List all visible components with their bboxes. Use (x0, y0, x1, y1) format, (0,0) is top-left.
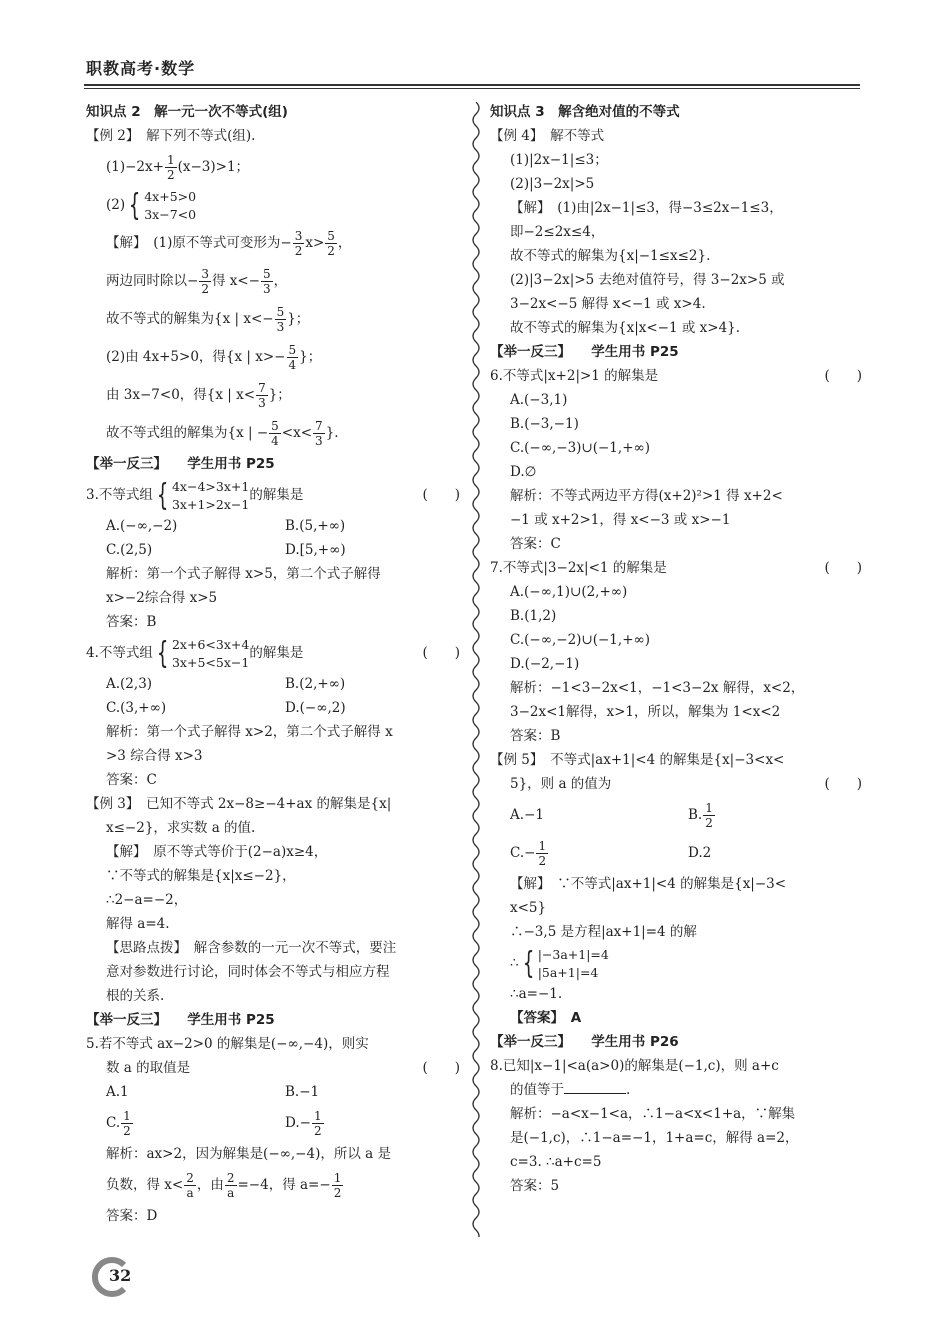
question-3: 3.不等式组 { 4x−4>3x+1 3x+1>2x−1 的解集是 ( ) (86, 477, 460, 513)
question-8-analysis-cont-2: c=3. ∴a+c=5 (510, 1154, 602, 1170)
question-6-answer: 答案：C (510, 536, 561, 552)
example-5-options-row-1: A.−1 B. $\frac{1}{2}$ (510, 801, 713, 830)
question-6-option-d: D.∅ (510, 464, 537, 480)
thinking-tip-cont: 意对参数进行讨论，同时体会不等式与相应方程 (106, 964, 390, 980)
practice-heading-3: 【举一反三】 学生用书 P25 (490, 344, 679, 360)
example-5-solution-2: ∴−3,5 是方程|ax+1|=4 的解 (510, 924, 697, 940)
answer-paren: ( ) (422, 1060, 460, 1076)
example-4-part-2: (2)|3−2x|>5 (510, 176, 595, 192)
answer-paren: ( ) (422, 487, 460, 503)
question-3-analysis: 解析：第一个式子解得 x>5，第二个式子解得 (106, 566, 381, 582)
left-column (86, 100, 464, 1228)
question-6-analysis-cont: −1 或 x+2>1，得 x<−3 或 x>−1 (510, 512, 731, 528)
question-7: 7.不等式|3−2x|<1 的解集是 ( ) (490, 556, 866, 580)
example-3-solution-1: 【解】 原不等式等价于(2−a)x≥4， (106, 844, 328, 860)
question-7-option-c: C.(−∞,−2)∪(−1,+∞) (510, 632, 651, 648)
question-5: 5.若不等式 ax−2>0 的解集是(−∞,−4)，则实 (86, 1036, 369, 1052)
example-2-part-2: (2) { 4x+5>0 3x−7<0 (106, 187, 197, 223)
example-5-solution-system: ∴ { |−3a+1|=4 |5a+1|=4 (510, 945, 609, 981)
example-3-solution-3: ∴2−a=−2， (106, 892, 188, 908)
answer-blank (564, 1079, 626, 1094)
practice-heading-2: 【举一反三】 学生用书 P25 (86, 1012, 275, 1028)
solution-line-1: 【解】 (1)原不等式可变形为− $\frac{3}{2}$ x> $\frac{5}{2}$ ， (106, 229, 352, 258)
answer-paren: ( ) (824, 560, 862, 576)
example-3: 【例 3】 已知不等式 2x−8≥−4+ax 的解集是{x| (86, 796, 392, 812)
example-3-solution-4: 解得 a=4. (106, 916, 170, 932)
example-4-solution-5: 3−2x<−5 解得 x<−1 或 x>4. (510, 296, 706, 312)
question-7-option-a: A.(−∞,1)∪(2,+∞) (510, 584, 628, 600)
example-5: 【例 5】 不等式|ax+1|<4 的解集是{x|−3<x< (490, 752, 785, 768)
example-2-title: 【例 2】 解下列不等式(组). (86, 128, 256, 144)
header-rule (84, 84, 860, 86)
example-5-solution-1-cont: x<5} (510, 900, 547, 916)
answer-paren: ( ) (422, 645, 460, 661)
question-8-analysis-cont: 是(−1,c)，∴1−a=−1，1+a=c，解得 a=2， (510, 1130, 799, 1146)
example-4-solution-6: 故不等式的解集为{x|x<−1 或 x>4}. (510, 320, 741, 336)
question-8: 8.已知|x−1|<a(a>0)的解集是(−1,c)，则 a+c (490, 1058, 779, 1074)
question-5-options-row-2: C. $\frac{1}{2}$ D.− $\frac{1}{2}$ (106, 1109, 322, 1138)
question-4-answer: 答案：C (106, 772, 157, 788)
example-5-options-row-2: C.− $\frac{1}{2}$ D.2 (510, 839, 712, 868)
question-3-options-row-1: A.(−∞,−2) B.(5,+∞) (106, 518, 346, 534)
question-6-option-a: A.(−3,1) (510, 392, 568, 408)
solution-line-2: 两边同时除以− $\frac{3}{2}$ 得 x<− $\frac{5}{3}$ ， (106, 267, 288, 296)
question-5-cont: 数 a 的取值是 ( ) (86, 1056, 464, 1080)
question-5-options-row-1: A.1 B.−1 (106, 1084, 320, 1100)
question-8-analysis: 解析：−a<x−1<a，∴1−a<x<1+a，∵解集 (510, 1106, 796, 1122)
question-3-options-row-2: C.(2,5) D.[5,+∞) (106, 542, 346, 558)
example-5-solution-1: 【解】 ∵不等式|ax+1|<4 的解集是{x|−3< (510, 876, 787, 892)
answer-paren: ( ) (824, 368, 862, 384)
question-5-analysis-cont: 负数，得 x< $\frac{2}{a}$ ，由 $\frac{2}{a}$ =−4，得 a=− $\frac{1}{2}$ (106, 1171, 342, 1200)
question-4-analysis: 解析：第一个式子解得 x>2，第二个式子解得 x (106, 724, 393, 740)
example-4-part-1: (1)|2x−1|≤3； (510, 152, 608, 168)
right-column (490, 100, 866, 1198)
thinking-tip: 【思路点拨】 解含参数的一元一次不等式，要注 (106, 940, 397, 956)
question-8-cont: 的值等于 . (490, 1078, 866, 1102)
question-6: 6.不等式|x+2|>1 的解集是 ( ) (490, 364, 866, 388)
question-7-option-b: B.(1,2) (510, 608, 557, 624)
solution-line-4: (2)由 4x+5>0，得{x | x>− $\frac{5}{4}$ }； (106, 343, 322, 372)
question-4: 4.不等式组 { 2x+6<3x+4 3x+5<5x−1 的解集是 ( ) (86, 635, 460, 671)
example-4-title: 【例 4】 解不等式 (490, 128, 605, 144)
page-number: 32 (109, 1266, 132, 1285)
practice-heading-1: 【举一反三】 学生用书 P25 (86, 456, 275, 472)
question-7-analysis: 解析：−1<3−2x<1，−1<3−2x 解得，x<2， (510, 680, 805, 696)
question-6-analysis: 解析：不等式两边平方得(x+2)²>1 得 x+2< (510, 488, 783, 504)
question-7-option-d: D.(−2,−1) (510, 656, 580, 672)
answer-paren: ( ) (824, 776, 862, 792)
question-4-analysis-cont: >3 综合得 x>3 (106, 748, 203, 764)
question-6-option-b: B.(−3,−1) (510, 416, 579, 432)
solution-line-6: 故不等式组的解集为{x | − $\frac{5}{4}$ <x< $\frac{7}{3}$ }. (106, 419, 339, 448)
question-6-option-c: C.(−∞,−3)∪(−1,+∞) (510, 440, 651, 456)
example-4-solution-2: 即−2≤2x≤4， (510, 224, 605, 240)
question-4-options-row-1: A.(2,3) B.(2,+∞) (106, 676, 346, 692)
page-header-title: 职教高考·数学 (86, 59, 196, 78)
practice-heading-4: 【举一反三】 学生用书 P26 (490, 1034, 679, 1050)
question-3-analysis-cont: x>−2综合得 x>5 (106, 590, 218, 606)
question-4-options-row-2: C.(3,+∞) D.(−∞,2) (106, 700, 346, 716)
question-5-analysis: 解析：ax>2，因为解集是(−∞,−4)，所以 a 是 (106, 1146, 391, 1162)
question-7-analysis-cont: 3−2x<1解得，x>1，所以，解集为 1<x<2 (510, 704, 781, 720)
header-rule-thin (84, 88, 860, 89)
question-7-answer: 答案：B (510, 728, 561, 744)
example-5-solution-3: ∴a=−1. (510, 986, 563, 1002)
example-2-part-1: (1)−2x+ $\frac{1}{2}$ (x−3)>1； (106, 153, 250, 182)
example-5-answer: 【答案】 A (510, 1010, 582, 1026)
solution-line-5: 由 3x−7<0，得{x | x< $\frac{7}{3}$ }； (106, 381, 291, 410)
section-heading-3: 知识点 3 解含绝对值的不等式 (490, 104, 680, 120)
example-3-solution-2: ∵不等式的解集是{x|x≤−2}， (106, 868, 296, 884)
question-3-answer: 答案：B (106, 614, 157, 630)
question-8-answer: 答案：5 (510, 1178, 560, 1194)
example-4-solution-3: 故不等式的解集为{x|−1≤x≤2}. (510, 248, 711, 264)
solution-line-3: 故不等式的解集为{x | x<− $\frac{5}{3}$ }； (106, 305, 310, 334)
example-3-cont: x≤−2}，求实数 a 的值. (106, 820, 256, 836)
example-4-solution-1: 【解】 (1)由|2x−1|≤3，得−3≤2x−1≤3， (510, 200, 783, 216)
example-4-solution-4: (2)|3−2x|>5 去绝对值符号，得 3−2x>5 或 (510, 272, 785, 288)
section-heading-2: 知识点 2 解一元一次不等式(组) (86, 104, 288, 120)
question-5-answer: 答案：D (106, 1208, 158, 1224)
thinking-tip-cont-2: 根的关系. (106, 988, 165, 1004)
example-5-cont: 5}，则 a 的值为 ( ) (490, 772, 866, 796)
column-divider (469, 102, 483, 1237)
page-number-badge (90, 1255, 134, 1299)
